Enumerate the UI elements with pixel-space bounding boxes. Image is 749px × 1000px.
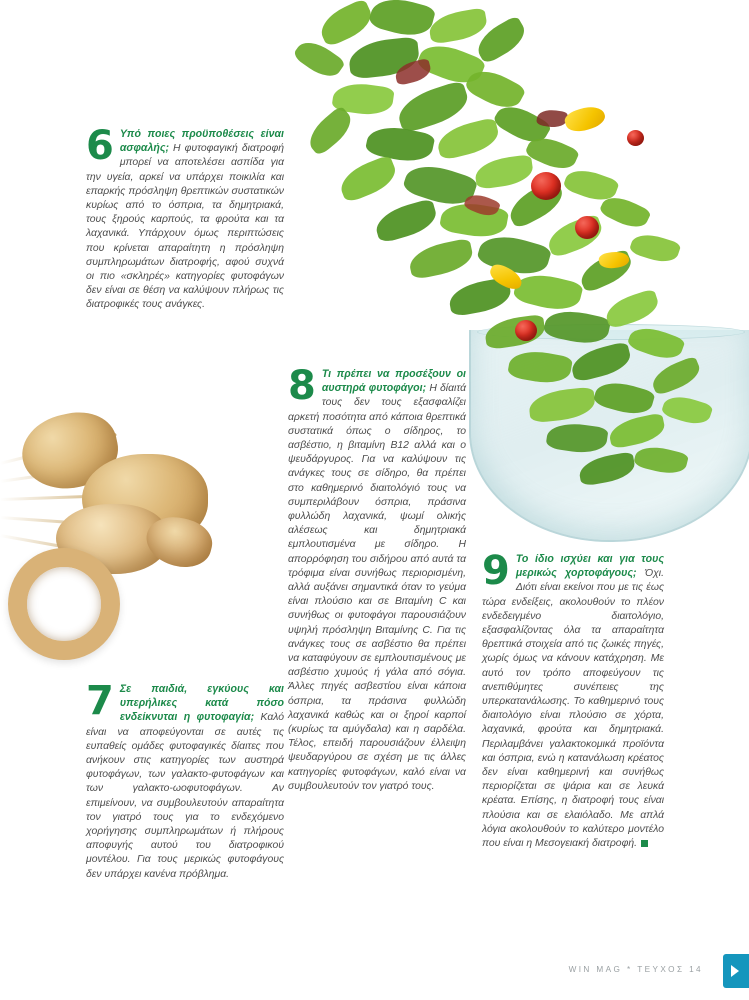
article-question-8 xyxy=(288,363,467,794)
question-number-6: 6 xyxy=(86,123,114,169)
question-number-7: 7 xyxy=(86,678,114,724)
next-page-arrow-icon[interactable] xyxy=(723,954,749,988)
article-question-6 xyxy=(86,123,284,313)
question-title-8: Τι πρέπει να προσέξουν οι αυστηρά φυτοφάγοι; xyxy=(321,368,466,395)
end-of-article-mark xyxy=(641,840,648,847)
footer-issue-label: WIN MAG * ΤΕΥΧΟΣ 14 xyxy=(568,965,703,974)
sesame-ring xyxy=(8,548,120,660)
question-number-9: 9 xyxy=(482,548,510,594)
article-question-9 xyxy=(482,548,664,851)
question-body-6: Η φυτοφαγική διατροφή μπορεί να αποτελέσει ασπίδα για την υγεία, αρκεί να υπάρχει ποικιλία και επαρκής πρόσληψη θρεπτικών συστατικών κυρίως από το όσπρια, τα δημητριακά, τους ξηρούς καρπούς, τα φρούτα και τα λαχανικά. Υπάρχουν όμως περιπτώσεις που κρίνεται απαραίτητη η πρόσληψη συμπληρωμάτων διατροφής, αφού συχνά οι πιο «σκληρές» κατηγορίες φυτοφάγων δεν είναι σε θέση να καλύψουν πλήρως τις διατροφικές τους ανάγκες. xyxy=(86,143,284,311)
page-footer xyxy=(0,942,749,1000)
glass-bowl xyxy=(469,330,749,542)
question-body-7: Καλό είναι να αποφεύγονται σε αυτές τις ευπαθείς ομάδες φυτοφαγικές δίαιτες που ανήκουν στις κατηγορίες των αυστηρά φυτοφάγων, των γαλακτο-φυτοφάγων και των γαλακτο-ωοφυτοφάγων. Αν επιμείνουν, να συμβουλευτούν απαραίτητα τον γιατρό τους για το ενδεχόμενο χορήγησης συμπληρωμάτων ή πλήρους αποφυγής αυτού του διατροφικού μοντέλου. Για τους μερικώς φυτοφάγους δεν υπάρχει κανένα πρόβλημα. xyxy=(86,712,285,880)
question-title-7: Σε παιδιά, εγκύους και υπερήλικες κατά πόσο ενδείκνυται η φυτοφαγία; xyxy=(119,683,284,724)
question-title-9: Το ίδιο ισχύει και για τους μερικώς χορτοφάγους; xyxy=(515,553,664,580)
question-number-8: 8 xyxy=(288,363,316,409)
bread-photo xyxy=(0,400,250,660)
question-body-9: Όχι. Διότι είναι εκείνοι που με τις έως τώρα ενδείξεις, ακολουθούν το πλέον ενδεδειγμένο διαιτολόγιο, εξασφαλίζοντας όλα τα απαραίτητα θρεπτικά στοιχεία από τις ζωικές πηγές, χωρίς όμως να κάνουν κατάχρηση. Με αυτό τον τρόπο αποφεύγουν τις ανεπιθύμητες συνέπειες της υπερκατανάλωσης. Το καθημερινό τους διαιτολόγιο είναι πλούσιο σε χόρτα, λαχανικά, φρούτα και δημητριακά. Περιλαμβάνει γαλακτοκομικά προϊόντα και όσπρια, ενώ η κατανάλωση κρέατος δεν είναι καθημερινή και συνήθως περιορίζεται σε ψάρια και σε λευκά κρέατα. Επίσης, η διατροφή τους είναι πλούσια και σε ελαιόλαδο. Με απλά λόγια ακολουθούν το καλύτερο μοντέλο που είναι η Μεσογειακή διατροφή. xyxy=(482,568,664,850)
article-question-7 xyxy=(86,678,285,882)
question-title-6: Υπό ποιες προϋποθέσεις είναι ασφαλής; xyxy=(119,128,284,155)
question-body-8: Η δίαιτά τους δεν τους εξασφαλίζει αρκετή ποσότητα από κάποια θρεπτικά συστατικά όπως ο σίδηρος, το ασβέστιο, η βιταμίνη Β12 αλλά και ο ψευδάργυρος. Για να καλύψουν τις ανάγκες τους σε σίδηρο, θα πρέπει στο καθημερινό διαιτολόγιό τους να συμπεριλάβουν όσπρια, πράσινα φυλλώδη λαχανικά, ψωμί ολικής αλέσεως και δημητριακά εμπλουτισμένα με σίδηρο. Η απορρόφηση του σιδήρου από αυτά τα τρόφιμα είναι συνήθως περιορισμένη, αλλά αυξάνει σημαντικά όταν το γεύμα είναι πλούσιο και σε Βιταμίνη C και συνήθως οι φυτοφάγοι παρουσιάζουν υψηλή πρόσληψη Βιταμίνης C. Για τις ανάγκες τους σε ασβέστιο θα πρέπει να καταφύγουν σε εμπλουτισμένους με ασβέστιο χυμούς ή γάλα από σόγια. Άλλες πηγές ασβεστίου είναι κάποια όσπρια, τα πράσινα φυλλώδη λαχανικά καθώς και οι ξηροί καρποί (κυρίως τα αμύγδαλα) και η σαρδέλα. Τέλος, επειδή παρουσιάζουν έλλειψη ψευδαργύρου σε σχέση με τις άλλες κατηγορίες φυτοφάγων, καλό είναι να συμβουλευτούν τον γιατρό τους. xyxy=(288,383,467,792)
